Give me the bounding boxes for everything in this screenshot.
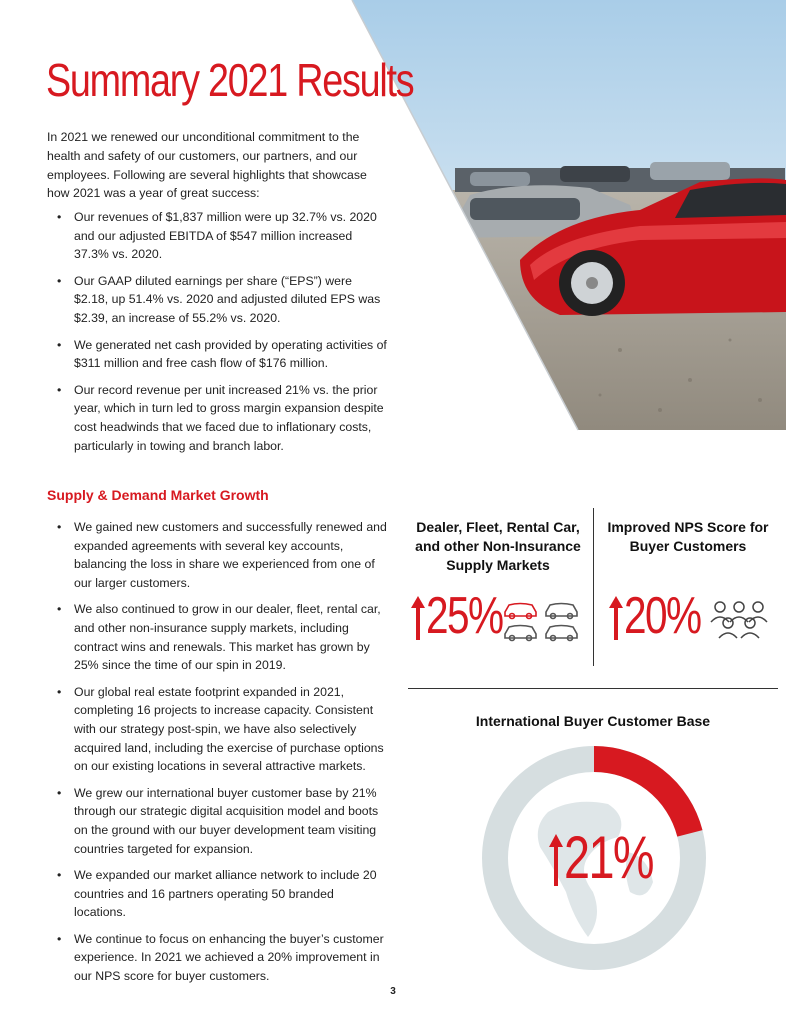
bullet-marker: •	[57, 382, 62, 397]
international-value: 21%	[564, 824, 653, 891]
stats-divider-horizontal	[408, 688, 778, 689]
bullet-marker: •	[57, 520, 62, 534]
cars-icon	[502, 598, 582, 642]
list-item	[57, 272, 389, 328]
growth-list	[57, 518, 389, 994]
international-stat	[548, 824, 678, 891]
list-item-text: We gained new customers and successfully renewed and expanded agreements with several key accounts, balancing the loss in share we experienced from one of our larger customers.	[74, 520, 387, 590]
up-arrow-icon	[548, 832, 564, 888]
section-heading: Supply & Demand Market Growth	[47, 487, 269, 503]
list-item-text: Our revenues of $1,837 million were up 32.7% vs. 2020 and our adjusted EBITDA of $547 million increased 37.3% vs. 2020.	[74, 210, 377, 262]
up-arrow-icon	[608, 594, 624, 642]
bullet-marker: •	[57, 931, 62, 946]
page-title: Summary 2021 Results	[46, 54, 414, 106]
list-item-text: We expanded our market alliance network to include 20 countries and 16 partners operating 50 branded locations.	[74, 868, 377, 920]
list-item	[57, 866, 389, 922]
nps-value: 20%	[624, 587, 701, 645]
bullet-marker: •	[57, 868, 62, 883]
list-item	[57, 336, 389, 373]
list-item	[57, 683, 389, 776]
up-arrow-icon	[410, 594, 426, 642]
list-item-text: We also continued to grow in our dealer, fleet, rental car, and other non-insurance supply markets, including contract wins and renewals. This market has grown by 25% since the time of our spin in 2019.	[74, 602, 381, 673]
bullet-marker: •	[57, 337, 62, 352]
highlights-list	[57, 208, 389, 463]
bullet-marker: •	[57, 684, 62, 699]
list-item-text: We grew our international buyer customer base by 21% through our strategic digital acquisition model and boots on the ground with our buyer development team visiting countries targeted for expansion.	[74, 785, 379, 856]
list-item-text: Our GAAP diluted earnings per share (“EPS”) were $2.18, up 51.4% vs. 2020 and adjusted diluted EPS was $2.39, an increase of 55.2% vs. 2020.	[74, 273, 381, 325]
stats-divider-vertical	[593, 508, 594, 666]
list-item	[57, 518, 389, 592]
supply-markets-value: 25%	[426, 587, 503, 645]
bullet-marker: •	[57, 273, 62, 288]
list-item	[57, 930, 389, 986]
page-number: 3	[390, 986, 396, 997]
people-icon	[706, 598, 772, 642]
list-item	[57, 600, 389, 674]
list-item-text: Our record revenue per unit increased 21% vs. the prior year, which in turn led to gross margin expansion despite cost headwinds that we faced due to inflationary costs, particularly in towing and branch labor.	[74, 382, 384, 453]
list-item-text: We generated net cash provided by operating activities of $311 million and free cash flow of $176 million.	[74, 337, 387, 371]
list-item	[57, 784, 389, 858]
supply-markets-title: Dealer, Fleet, Rental Car, and other Non-Insurance Supply Markets	[415, 519, 581, 573]
nps-title: Improved NPS Score for Buyer Customers	[607, 519, 769, 554]
international-title: International Buyer Customer Base	[475, 713, 711, 729]
list-item	[57, 381, 389, 455]
bullet-marker: •	[57, 785, 62, 800]
bullet-marker: •	[57, 602, 62, 617]
list-item-text: We continue to focus on enhancing the buyer’s customer experience. In 2021 we achieved a 20% improvement in our NPS score for buyer customers.	[74, 931, 384, 984]
intro-paragraph: In 2021 we renewed our unconditional commitment to the health and safety of our customers, our partners, and our employees. Following are several highlights that showcase how 2021 was a year of great success:	[47, 130, 367, 201]
list-item	[57, 208, 389, 264]
bullet-marker: •	[57, 210, 62, 224]
list-item-text: Our global real estate footprint expanded in 2021, completing 16 projects to increase capacity. Consistent with our strategy post-spin, we have also selectively acquired land, including the exercise of purchase options on our existing locations in several attractive markets.	[74, 684, 384, 774]
nps-stat	[608, 587, 722, 645]
